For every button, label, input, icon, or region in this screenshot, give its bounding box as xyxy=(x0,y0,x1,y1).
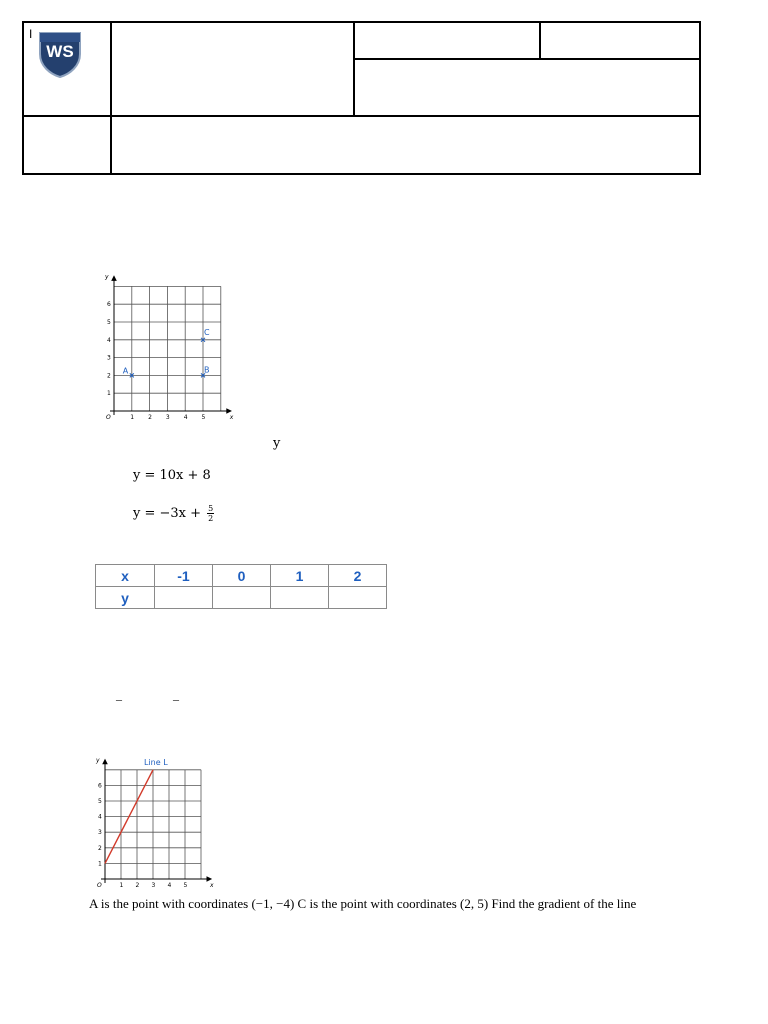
floating-y: y xyxy=(273,436,281,451)
coordinate-grid-2 xyxy=(90,748,215,896)
y-axis-arrow xyxy=(103,760,107,764)
x-axis-arrow xyxy=(227,409,231,413)
header-rule-2 xyxy=(22,115,701,117)
y-tick-label: 1 xyxy=(98,860,102,868)
y-tick-label: 3 xyxy=(107,354,111,362)
equation-2-prefix: y = −3x + xyxy=(133,506,202,521)
line-l-label: Line L xyxy=(144,757,168,767)
table-cell: x xyxy=(96,565,155,587)
table-cell xyxy=(213,587,271,609)
header-divider-3 xyxy=(539,21,541,60)
table-cell: 0 xyxy=(213,565,271,587)
x-tick-label: 5 xyxy=(183,882,188,889)
header-table xyxy=(22,21,701,175)
x-axis-arrow xyxy=(207,877,211,881)
y-tick-label: 6 xyxy=(98,782,102,790)
x-tick-label: 3 xyxy=(151,882,156,889)
coordinate-grid-1 xyxy=(100,268,240,428)
equation-2-fraction xyxy=(207,504,214,523)
origin-label: O xyxy=(97,882,102,889)
point-label: B xyxy=(204,365,210,375)
x-tick-label: 3 xyxy=(165,414,170,421)
y-tick-label: 4 xyxy=(98,813,102,821)
question-text: A is the point with coordinates (−1, −4) C is the point with coordinates (2, 5) Find the gradient of the line xyxy=(89,896,637,911)
svg-text:WS: WS xyxy=(46,42,74,61)
equation-1: y = 10x + 8 xyxy=(133,468,211,483)
y-tick-label: 2 xyxy=(98,844,102,852)
y-tick-label: 4 xyxy=(107,336,111,344)
table-cell: 1 xyxy=(271,565,329,587)
y-tick-label: 5 xyxy=(98,798,102,805)
x-tick-label: 1 xyxy=(130,414,135,421)
table-cell: -1 xyxy=(155,565,213,587)
header-divider-2 xyxy=(353,21,355,117)
point-label: C xyxy=(204,327,210,337)
x-tick-label: 2 xyxy=(135,882,140,889)
y-tick-label: 1 xyxy=(107,390,111,398)
y-tick-label: 6 xyxy=(107,301,111,309)
x-tick-label: 4 xyxy=(167,882,172,889)
point-label: A xyxy=(122,366,129,376)
x-tick-label: 5 xyxy=(201,414,206,421)
y-tick-label: 5 xyxy=(107,319,111,326)
table-row-y xyxy=(96,587,387,609)
y-tick-label: 2 xyxy=(107,372,111,380)
x-tick-label: 2 xyxy=(148,414,152,421)
x-tick-label: 1 xyxy=(119,882,124,889)
y-axis-arrow xyxy=(112,276,116,280)
corner-mark: I xyxy=(29,27,33,41)
origin-label: O xyxy=(106,414,111,421)
equation-2-denominator: 2 xyxy=(208,514,214,523)
x-tick-label: 4 xyxy=(183,414,188,421)
y-tick-label: 3 xyxy=(98,829,102,837)
dash-2: – xyxy=(173,692,179,706)
x-axis-label: x xyxy=(229,414,234,421)
y-axis-label: y xyxy=(96,756,100,764)
y-axis-label: y xyxy=(105,273,109,281)
table-cell xyxy=(329,587,387,609)
table-cell xyxy=(155,587,213,609)
school-logo xyxy=(37,30,83,78)
dash-1: – xyxy=(116,692,122,706)
header-rule-1 xyxy=(354,58,700,60)
equation-2-numerator: 5 xyxy=(208,504,214,513)
table-row-x xyxy=(96,565,387,587)
table-cell: 2 xyxy=(329,565,387,587)
table-cell: y xyxy=(96,587,155,609)
xy-value-table xyxy=(95,564,387,609)
x-axis-label: x xyxy=(210,882,214,889)
header-divider-1 xyxy=(110,21,112,175)
table-cell xyxy=(271,587,329,609)
equation-2 xyxy=(133,504,214,523)
